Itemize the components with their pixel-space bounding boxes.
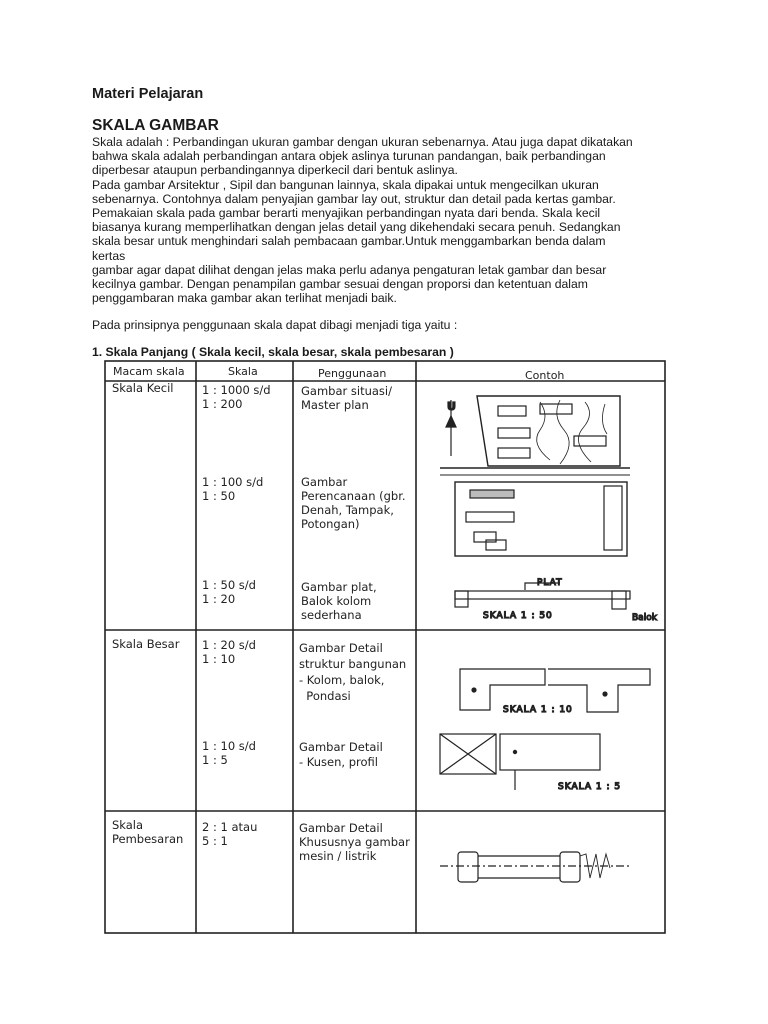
paragraph-line: biasanya kurang memperlihatkan dengan jelas detail yang dikehendaki secara penuh. Sedangkan bbox=[92, 220, 621, 235]
paragraph-line: kecilnya gambar. Dengan penampilan gambar sesuai dengan proporsi dan ketentuan dalam bbox=[92, 277, 588, 292]
usage-line: Gambar Detail bbox=[299, 740, 383, 754]
usage-line: Gambar plat, bbox=[301, 580, 377, 594]
column-header-skala: Skala bbox=[228, 365, 258, 378]
scale-type-line: Skala bbox=[112, 818, 144, 832]
bolt-sketch bbox=[440, 852, 632, 882]
usage-line: Gambar Detail bbox=[299, 641, 383, 655]
usage-line: Gambar situasi/ bbox=[301, 384, 392, 398]
scale-value-line: 1 : 10 s/d bbox=[202, 739, 256, 753]
paragraph-line: kertas bbox=[92, 248, 126, 263]
usage-line: Balok kolom bbox=[301, 594, 372, 608]
scale-value-line: 1 : 50 s/d bbox=[202, 578, 256, 592]
scale-value-line: 1 : 5 bbox=[202, 753, 228, 767]
usage-line: struktur bangunan bbox=[299, 657, 407, 671]
column-detail-sketch bbox=[460, 669, 650, 715]
scale-value-line: 1 : 20 s/d bbox=[202, 638, 256, 652]
skala-label: SKALA 1 : 5 bbox=[558, 782, 622, 792]
page-heading: SKALA GAMBAR bbox=[92, 117, 219, 134]
usage-line: Perencanaan (gbr. bbox=[301, 489, 406, 503]
door-frame-sketch bbox=[440, 734, 621, 792]
skala-label: SKALA 1 : 50 bbox=[483, 611, 553, 621]
floor-plan-sketch bbox=[455, 482, 627, 556]
section-heading: 1. Skala Panjang ( Skala kecil, skala besar, skala pembesaran ) bbox=[92, 345, 454, 359]
scale-value-line: 1 : 1000 s/d bbox=[202, 383, 271, 397]
skala-label: SKALA 1 : 10 bbox=[503, 705, 573, 715]
north-arrow-icon: U bbox=[447, 400, 456, 413]
paragraph-line: skala besar untuk menghindari salah pembacaan gambar.Untuk menggambarkan benda dalam bbox=[92, 234, 606, 249]
usage-line: Master plan bbox=[301, 398, 369, 412]
scale-value-line: 1 : 200 bbox=[202, 397, 243, 411]
scale-value-line: 1 : 50 bbox=[202, 489, 236, 503]
column-header-penggunaan: Penggunaan bbox=[318, 367, 387, 380]
paragraph-line: Pada gambar Arsitektur , Sipil dan bangunan lainnya, skala dipakai untuk mengecilkan ukuran bbox=[92, 177, 599, 192]
usage-line: - Kusen, profil bbox=[299, 755, 378, 769]
plat-label: PLAT bbox=[537, 578, 563, 588]
site-plan-sketch bbox=[440, 396, 630, 475]
usage-line: Denah, Tampak, bbox=[301, 503, 394, 517]
usage-line: Pondasi bbox=[299, 689, 351, 703]
usage-line: mesin / listrik bbox=[299, 849, 377, 863]
paragraph-line: gambar agar dapat dilihat dengan jelas maka perlu adanya pengaturan letak gambar dan besar bbox=[92, 262, 607, 277]
intro-line: Pada prinsipnya penggunaan skala dapat dibagi menjadi tiga yaitu : bbox=[92, 318, 458, 332]
paragraph-line: Skala adalah : Perbandingan ukuran gambar dengan ukuran sebenarnya. Atau juga dapat dikatakan bbox=[92, 135, 633, 149]
scale-value-line: 1 : 10 bbox=[202, 652, 236, 666]
scale-value-line: 1 : 20 bbox=[202, 592, 236, 606]
usage-line: Potongan) bbox=[301, 517, 360, 531]
balok-label: Balok bbox=[632, 613, 657, 623]
column-header-contoh: Contoh bbox=[525, 369, 565, 382]
scale-type-line: Skala Kecil bbox=[112, 381, 174, 395]
usage-line: Gambar bbox=[301, 475, 348, 489]
plat-balok-sketch bbox=[455, 578, 658, 623]
usage-line: sederhana bbox=[301, 608, 362, 622]
scale-value-line: 5 : 1 bbox=[202, 834, 228, 848]
paragraph-line: diperbesar ataupun perbandingannya diperkecil dari bentuk aslinya. bbox=[92, 163, 458, 178]
scale-type-line: Skala Besar bbox=[112, 637, 180, 651]
column-header-macam-skala: Macam skala bbox=[113, 365, 185, 378]
paragraph-line: Pemakaian skala pada gambar berarti menyajikan perbandingan nyata dari benda. Skala kecil bbox=[92, 206, 601, 221]
paragraph-line: bahwa skala adalah perbandingan antara objek aslinya turunan pandangan, baik perbandingan bbox=[92, 149, 606, 164]
paragraph-line: sebenarnya. Contohnya dalam penyajian gambar lay out, struktur dan detail pada kertas gambar. bbox=[92, 191, 616, 206]
usage-line: Khususnya gambar bbox=[299, 835, 410, 849]
scale-value-line: 1 : 100 s/d bbox=[202, 475, 264, 489]
usage-line: - Kolom, balok, bbox=[299, 673, 385, 687]
scale-type-line: Pembesaran bbox=[112, 832, 184, 846]
document-subtitle: Materi Pelajaran bbox=[92, 86, 204, 102]
scale-value-line: 2 : 1 atau bbox=[202, 820, 258, 834]
paragraph-line: penggambaran maka gambar akan terlihat menjadi baik. bbox=[92, 291, 397, 306]
usage-line: Gambar Detail bbox=[299, 821, 383, 835]
